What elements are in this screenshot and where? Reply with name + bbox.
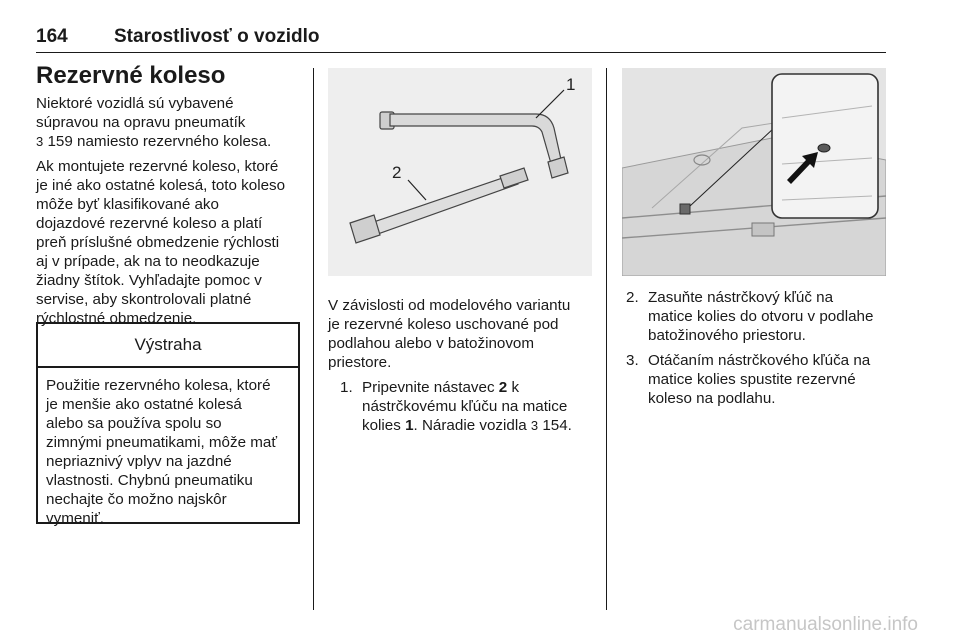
text-line: vlastnosti. Chybnú pneumatiku (46, 472, 253, 489)
text-line: podlahou alebo v batožinovom (328, 335, 535, 352)
text-line: priestore. (328, 354, 392, 371)
watermark: carmanualsonline.info (733, 614, 918, 635)
page-header (36, 26, 886, 53)
text-line: Ak montujete rezervné koleso, ktoré (36, 158, 279, 175)
text-run: Pripevnite nástavec (362, 379, 499, 396)
text-line: Zasuňte nástrčkový kľúč na (648, 289, 834, 306)
warning-title: Výstraha (38, 324, 298, 368)
text-line: V závislosti od modelového variantu (328, 297, 571, 314)
text-line: je rezervné koleso uschované pod (328, 316, 559, 333)
text-line: súpravou na opravu pneumatík (36, 114, 246, 131)
text-line: matice kolies do otvoru v podlahe (648, 308, 874, 325)
column-divider (313, 68, 314, 610)
text-line: nechajte čo možno najskôr (46, 491, 227, 508)
text-line: rýchlostné obmedzenie. (36, 310, 197, 327)
text-run: 154. (538, 417, 572, 434)
section-title: Rezervné koleso (36, 62, 226, 89)
step-2 (626, 288, 888, 345)
wrench-illustration (328, 68, 592, 276)
step-number: 2. (626, 289, 639, 306)
speed-limit-paragraph (36, 157, 298, 328)
text-line: servise, aby skontrolovali platné (36, 291, 252, 308)
wheel-wrench (380, 112, 568, 178)
chapter-title: Starostlivosť o vozidlo (114, 26, 320, 47)
step-3 (626, 351, 888, 408)
page-reference-icon: 3 (36, 134, 44, 149)
column-middle-text (328, 296, 590, 441)
text-line: zimnými pneumatikami, môže mať (46, 434, 278, 451)
page-number: 164 (36, 26, 68, 47)
warning-box (36, 322, 300, 527)
page-reference-icon: 3 (530, 418, 539, 433)
text-run: k (507, 379, 520, 396)
text-line: nepriaznivý vplyv na jazdné (46, 453, 232, 470)
callout-line (408, 180, 426, 200)
text-line: aj v prípade, ak na to neodkazuje (36, 253, 260, 270)
wrench-tools-figure (328, 68, 592, 276)
text-line: nástrčkovému kľúču na matice (362, 398, 568, 415)
text-line: je iné ako ostatné kolesá, toto koleso (36, 177, 286, 194)
column-left (36, 62, 298, 334)
warning-body (38, 368, 298, 536)
text-line: koleso na podlahu. (648, 390, 776, 407)
text-line: batožinového priestoru. (648, 327, 806, 344)
text-line: môže byť klasifikované ako (36, 196, 219, 213)
text-line: je menšie ako ostatné kolesá (46, 396, 242, 413)
text-line: dojazdové rezervné koleso a platí (36, 215, 263, 232)
part-number: 2 (498, 379, 508, 396)
floor-opening (680, 204, 690, 214)
text-line: Niektoré vozidlá sú vybavené (36, 95, 234, 112)
callout-label-2: 2 (392, 163, 402, 182)
step-number: 1. (340, 379, 353, 396)
storage-paragraph (328, 296, 590, 372)
intro-paragraph (36, 94, 298, 151)
text-line: alebo sa používa spolu so (46, 415, 222, 432)
step-1 (340, 378, 590, 435)
opening-detail (818, 144, 830, 152)
text-line: matice kolies spustite rezervné (648, 371, 856, 388)
trunk-floor-figure (622, 68, 886, 276)
column-divider (606, 68, 607, 610)
callout-label-1: 1 (566, 75, 576, 94)
part-number: 1 (405, 417, 414, 434)
column-right-text (626, 288, 888, 414)
extension-bar (350, 168, 528, 243)
text-line: preň príslušné obmedzenie rýchlosti (36, 234, 280, 251)
trunk-illustration (622, 68, 886, 276)
step-number: 3. (626, 352, 639, 369)
text-line: vymeniť. (46, 510, 105, 527)
callout-line (536, 90, 564, 118)
text-run: kolies (362, 417, 406, 434)
text-line: žiadny štítok. Vyhľadajte pomoc v (36, 272, 262, 289)
text-line: Použitie rezervného kolesa, ktoré (46, 377, 271, 394)
text-line: Otáčaním nástrčkového kľúča na (648, 352, 871, 369)
text-run: . Náradie vozidla (413, 417, 531, 434)
text-line: 159 namiesto rezervného kolesa. (47, 133, 272, 150)
